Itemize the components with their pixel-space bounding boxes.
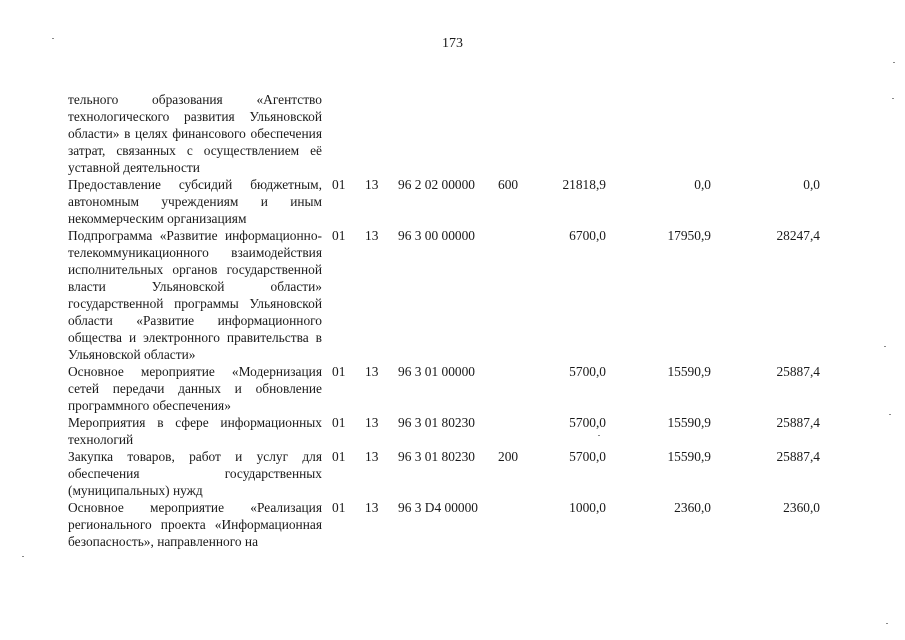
section-code: 01 bbox=[332, 415, 346, 430]
amount-year-1: 1000,0 bbox=[569, 500, 606, 515]
target-article-code: 96 3 01 00000 bbox=[398, 364, 475, 379]
subsection-code: 13 bbox=[365, 177, 379, 192]
expense-type-code: 200 bbox=[498, 449, 519, 464]
row-description: Закупка товаров, работ и услуг для обеспечения государственных (муниципальных) нужд bbox=[68, 449, 322, 498]
table-row bbox=[68, 499, 820, 550]
amount-year-2: 15590,9 bbox=[667, 364, 711, 379]
expense-type-code: 600 bbox=[498, 177, 519, 192]
target-article-code: 96 3 01 80230 bbox=[398, 449, 475, 464]
target-article-code: 96 3 01 80230 bbox=[398, 415, 475, 430]
amount-year-2: 17950,9 bbox=[667, 228, 711, 243]
amount-year-3: 25887,4 bbox=[776, 449, 820, 464]
amount-year-2: 15590,9 bbox=[667, 415, 711, 430]
subsection-code: 13 bbox=[365, 415, 379, 430]
amount-year-2: 15590,9 bbox=[667, 449, 711, 464]
amount-year-1: 21818,9 bbox=[562, 177, 606, 192]
subsection-code: 13 bbox=[365, 228, 379, 243]
row-description: Мероприятия в сфере информационных технологий bbox=[68, 415, 322, 447]
row-description: Основное мероприятие «Реализация регионального проекта «Информационная безопасность», направленного на bbox=[68, 500, 322, 549]
amount-year-2: 2360,0 bbox=[674, 500, 711, 515]
amount-year-3: 0,0 bbox=[803, 177, 820, 192]
amount-year-3: 25887,4 bbox=[776, 364, 820, 379]
subsection-code: 13 bbox=[365, 364, 379, 379]
section-code: 01 bbox=[332, 500, 346, 515]
amount-year-3: 25887,4 bbox=[776, 415, 820, 430]
amount-year-2: 0,0 bbox=[694, 177, 711, 192]
row-description: Основное мероприятие «Модернизация сетей передачи данных и обновление программного обеспечения» bbox=[68, 364, 322, 413]
table-row bbox=[68, 176, 820, 227]
row-description: тельного образования «Агентство технологического развития Ульяновской области» в целях финансового обеспечения затрат, связанных с осуществлением её уставной деятельности bbox=[68, 92, 322, 175]
table-row bbox=[68, 414, 820, 448]
row-description: Подпрограмма «Развитие информационно-телекоммуникационного взаимодействия исполнительных органов государственной власти Ульяновской области» государственной программы Ульяновской области «Развитие информационного общества и электронного правительства в Ульяновской области» bbox=[68, 228, 322, 362]
table-row bbox=[68, 227, 820, 363]
amount-year-1: 5700,0 bbox=[569, 415, 606, 430]
budget-table bbox=[68, 91, 820, 550]
page-number: 173 bbox=[442, 36, 463, 51]
section-code: 01 bbox=[332, 449, 346, 464]
section-code: 01 bbox=[332, 364, 346, 379]
subsection-code: 13 bbox=[365, 500, 379, 515]
subsection-code: 13 bbox=[365, 449, 379, 464]
section-code: 01 bbox=[332, 177, 346, 192]
section-code: 01 bbox=[332, 228, 346, 243]
row-description: Предоставление субсидий бюджетным, автономным учреждениям и иным некоммерческим организациям bbox=[68, 177, 322, 226]
table-row bbox=[68, 91, 322, 176]
amount-year-3: 28247,4 bbox=[776, 228, 820, 243]
amount-year-1: 5700,0 bbox=[569, 449, 606, 464]
amount-year-1: 5700,0 bbox=[569, 364, 606, 379]
amount-year-1: 6700,0 bbox=[569, 228, 606, 243]
target-article-code: 96 2 02 00000 bbox=[398, 177, 475, 192]
target-article-code: 96 3 D4 00000 bbox=[398, 500, 478, 515]
table-row bbox=[68, 363, 820, 414]
target-article-code: 96 3 00 00000 bbox=[398, 228, 475, 243]
table-row bbox=[68, 448, 820, 499]
amount-year-3: 2360,0 bbox=[783, 500, 820, 515]
